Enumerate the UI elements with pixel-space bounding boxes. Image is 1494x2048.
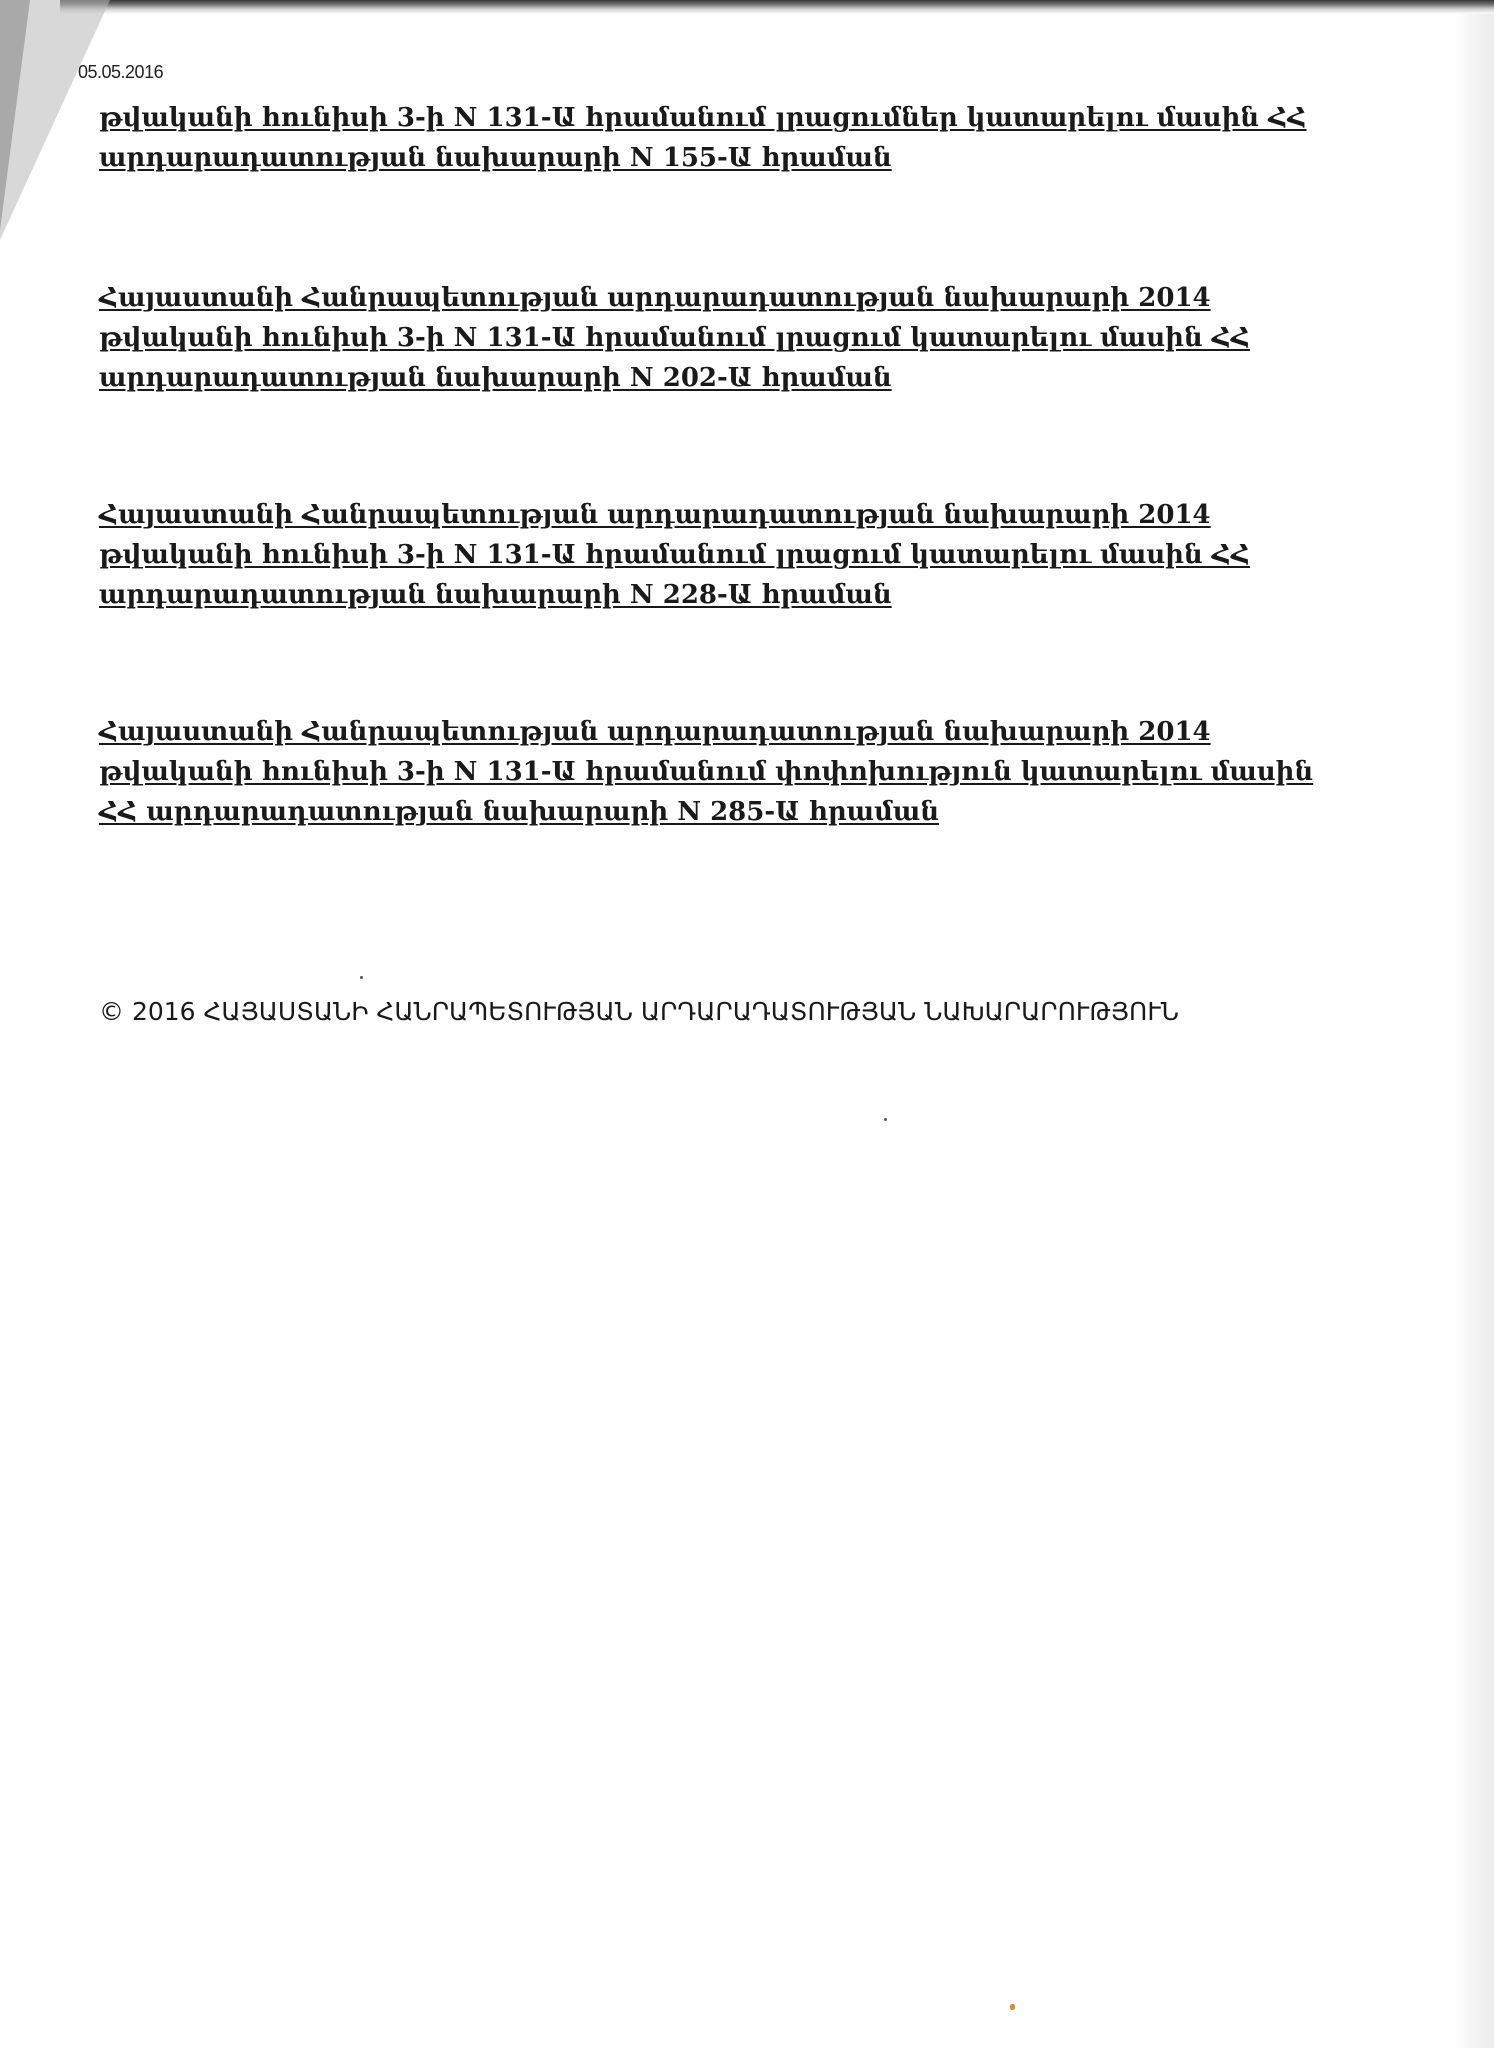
scan-top-edge-shadow — [60, 0, 1494, 14]
document-link-202[interactable]: Հայաստանի Հանրապետության արդարադատության նախարարի 2014 թվականի հունիսի 3-ի N 131-Ա հրամանում լրացում կատարելու մասին ՀՀ արդարադատության նախարարի N 202-Ա հրաման — [99, 283, 1251, 393]
scan-speck — [360, 976, 363, 979]
scan-speck — [884, 1118, 887, 1121]
document-link-228[interactable]: Հայաստանի Հանրապետության արդարադատության նախարարի 2014 թվականի հունիսի 3-ի N 131-Ա հրամանում լրացում կատարելու մասին ՀՀ արդարադատության նախարարի N 228-Ա հրաման — [99, 500, 1251, 610]
document-link-285[interactable]: Հայաստանի Հանրապետության արդարադատության նախարարի 2014 թվականի հունիսի 3-ի N 131-Ա հրամանում փոփոխություն կատարելու մասին ՀՀ արդարադատության նախարարի N 285-Ա հրաման — [99, 717, 1314, 827]
scan-right-edge — [1456, 14, 1494, 2048]
scan-speck — [1010, 2004, 1015, 2010]
copyright-footer: © 2016 ՀԱՅԱՍՏԱՆԻ ՀԱՆՐԱՊԵՏՈՒԹՅԱՆ ԱՐԴԱՐԱԴԱՏՈՒԹՅԱՆ ՆԱԽԱՐԱՐՈՒԹՅՈՒՆ — [99, 997, 1180, 1026]
print-date: 05.05.2016 — [78, 62, 164, 82]
folded-corner-shadow — [0, 0, 30, 230]
document-link-155[interactable]: թվականի հունիսի 3-ի N 131-Ա հրամանում լրացումներ կատարելու մասին ՀՀ արդարադատության նախարարի N 155-Ա հրաման — [99, 103, 1307, 173]
